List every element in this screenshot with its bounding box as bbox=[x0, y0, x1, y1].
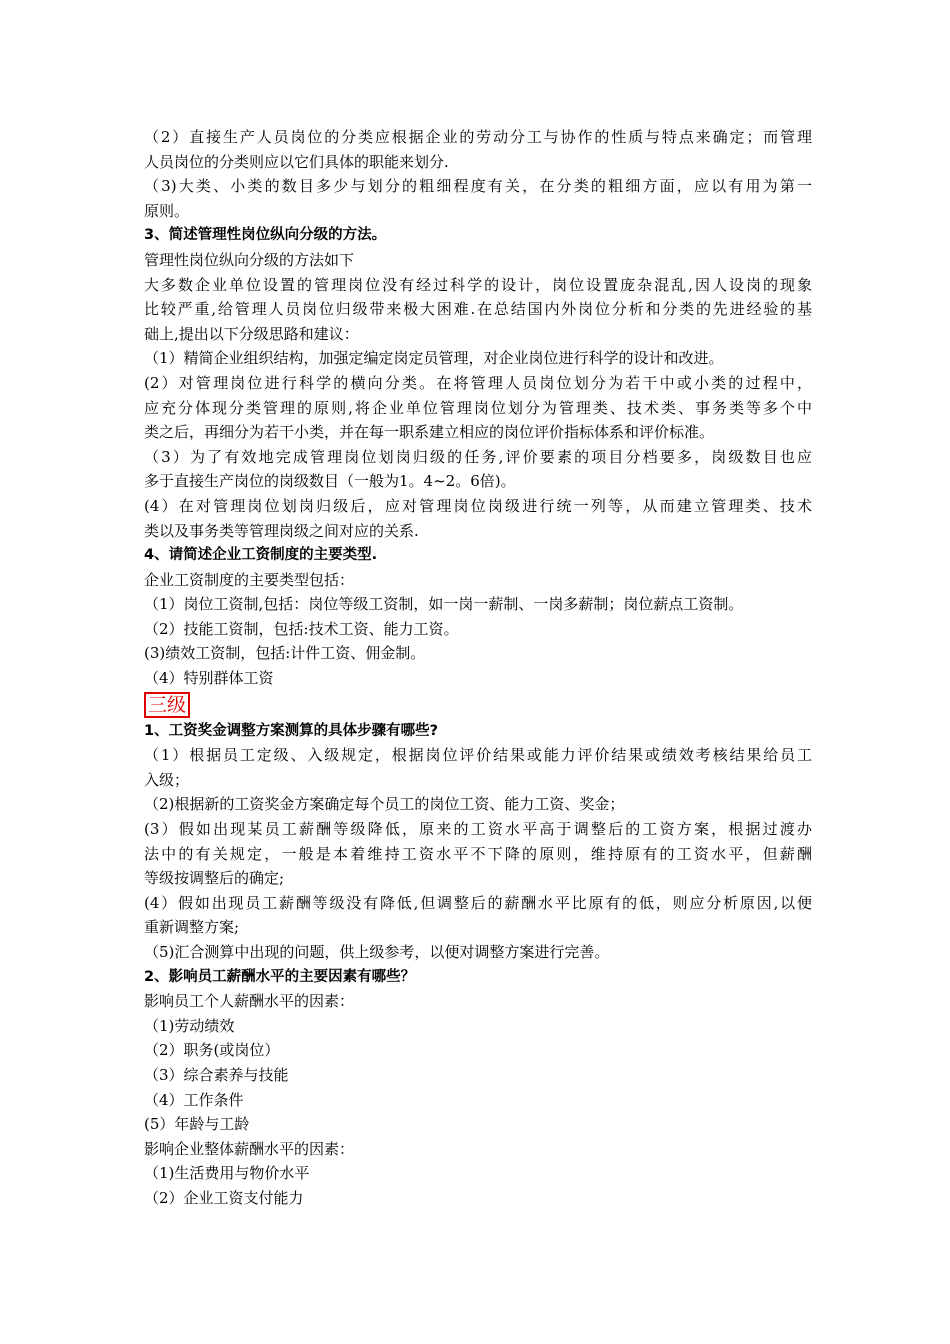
text-line: （4）特别群体工资 bbox=[144, 669, 274, 688]
text-line: 原则。 bbox=[144, 201, 190, 220]
text-line: 类之后，再细分为若干小类，并在每一职系建立相应的岗位评价指标体系和评价标准。 bbox=[144, 423, 715, 442]
question-heading: 1、工资奖金调整方案测算的具体步骤有哪些? bbox=[144, 722, 438, 739]
text-line: (3)绩效工资制，包括:计件工资、佣金制。 bbox=[144, 644, 426, 663]
text-line: （2）直接生产人员岗位的分类应根据企业的劳动分工与协作的性质与特点来确定；而管理 bbox=[144, 128, 812, 146]
text-line: 入级； bbox=[144, 770, 190, 789]
text-line: (5）年龄与工龄 bbox=[144, 1115, 250, 1134]
question-heading: 4、请简述企业工资制度的主要类型. bbox=[144, 547, 378, 564]
text-line: （4）工作条件 bbox=[144, 1090, 244, 1109]
text-line: （2）企业工资支付能力 bbox=[144, 1188, 304, 1207]
text-line: (4）假如出现员工薪酬等级没有降低,但调整后的薪酬水平比原有的低，则应分析原因,以便 bbox=[144, 893, 812, 912]
text-line: 管理性岗位纵向分级的方法如下 bbox=[144, 250, 355, 269]
text-line: （3）为了有效地完成管理岗位划岗归级的任务,评价要素的项目分档要多，岗级数目也应 bbox=[144, 447, 812, 466]
question-heading: 2、影响员工薪酬水平的主要因素有哪些？ bbox=[144, 968, 416, 985]
section-level-two-content bbox=[144, 125, 812, 691]
text-line: （2）职务(或岗位） bbox=[144, 1041, 280, 1060]
text-line: （5)汇合测算中出现的问题，供上级参考，以便对调整方案进行完善。 bbox=[144, 943, 610, 961]
text-line: （1)劳动绩效 bbox=[144, 1016, 235, 1035]
text-line: (4）在对管理岗位划岗归级后，应对管理岗位岗级进行统一列等，从而建立管理类、技术 bbox=[144, 496, 812, 515]
text-line: 影响员工个人薪酬水平的因素： bbox=[144, 992, 355, 1011]
text-line: 多于直接生产岗位的岗级数目（一般为1。4~2。6倍)。 bbox=[144, 472, 516, 491]
text-line: （1)生活费用与物价水平 bbox=[144, 1164, 310, 1183]
text-line: 影响企业整体薪酬水平的因素： bbox=[144, 1139, 355, 1158]
text-line: （1）精简企业组织结构，加强定编定岗定员管理，对企业岗位进行科学的设计和改进。 bbox=[144, 349, 724, 368]
text-line: (3）假如出现某员工薪酬等级降低，原来的工资水平高于调整后的工资方案，根据过渡办 bbox=[144, 820, 812, 839]
text-line: 等级按调整后的确定; bbox=[144, 869, 285, 888]
text-line: 比较严重,给管理人员岗位归级带来极大困难.在总结国内外岗位分析和分类的先进经验的基 bbox=[144, 300, 812, 319]
text-line: （2)根据新的工资奖金方案确定每个员工的岗位工资、能力工资、奖金； bbox=[144, 795, 625, 814]
text-line: （3)大类、小类的数目多少与划分的粗细程度有关，在分类的粗细方面，应以有用为第一 bbox=[144, 177, 812, 196]
text-line: 应充分体现分类管理的原则,将企业单位管理岗位划分为管理类、技术类、事务类等多个中 bbox=[144, 398, 812, 417]
question-heading: 3、简述管理性岗位纵向分级的方法。 bbox=[144, 227, 387, 244]
text-line: 人员岗位的分类则应以它们具体的职能来划分. bbox=[144, 152, 449, 171]
text-line: （3）综合素养与技能 bbox=[144, 1065, 289, 1084]
text-line: 础上,提出以下分级思路和建议： bbox=[144, 324, 359, 343]
text-line: 大多数企业单位设置的管理岗位没有经过科学的设计，岗位设置庞杂混乱,因人设岗的现象 bbox=[144, 275, 812, 294]
document-page bbox=[144, 125, 812, 1211]
level-three-heading: 三级 bbox=[144, 692, 190, 718]
level-heading-row bbox=[144, 691, 812, 719]
text-line: 类以及事务类等管理岗级之间对应的关系. bbox=[144, 521, 419, 540]
text-line: 重新调整方案; bbox=[144, 918, 240, 937]
text-line: 法中的有关规定，一般是本着维持工资水平不下降的原则，维持原有的工资水平，但薪酬 bbox=[144, 844, 812, 863]
text-line: （1）根据员工定级、入级规定，根据岗位评价结果或能力评价结果或绩效考核结果给员工 bbox=[144, 746, 812, 765]
text-line: 企业工资制度的主要类型包括： bbox=[144, 570, 355, 589]
text-line: （1）岗位工资制,包括：岗位等级工资制，如一岗一薪制、一岗多薪制；岗位薪点工资制。 bbox=[144, 595, 744, 614]
section-level-three-content bbox=[144, 719, 812, 1211]
text-line: (2）对管理岗位进行科学的横向分类。在将管理人员岗位划分为若干中或小类的过程中， bbox=[144, 373, 812, 392]
text-line: （2）技能工资制，包括:技术工资、能力工资。 bbox=[144, 619, 459, 638]
